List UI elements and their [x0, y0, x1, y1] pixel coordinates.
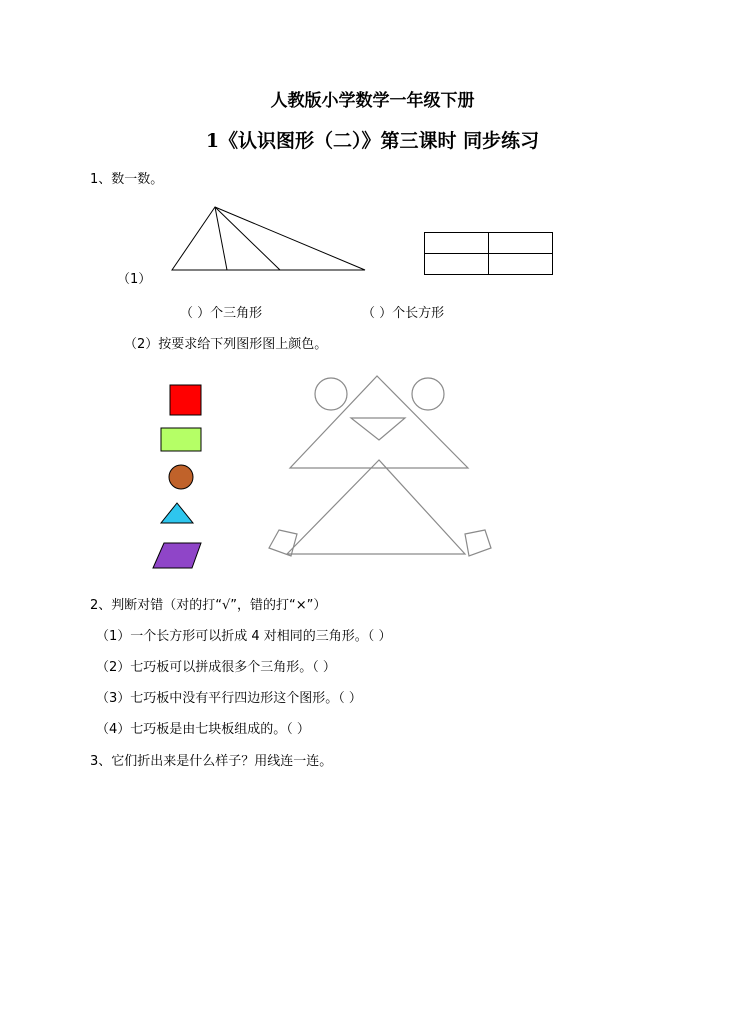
red-square — [170, 385, 201, 415]
q3-heading: 3、它们折出来是什么样子？用线连一连。 — [90, 754, 333, 769]
blue-triangle — [161, 503, 193, 523]
brown-circle — [169, 465, 193, 489]
bear-nose-triangle — [351, 418, 405, 440]
document-title: 人教版小学数学一年级下册 — [270, 91, 475, 111]
triangle-count-figure — [170, 205, 370, 275]
q1-part2-label: （2）按要求给下列图形图上颜色。 — [124, 337, 328, 352]
bear-right-ear — [412, 378, 444, 410]
bear-figure — [265, 372, 495, 562]
q1-part1-label: （1） — [117, 272, 152, 287]
bear-left-ear — [315, 378, 347, 410]
bear-left-paw — [269, 530, 297, 556]
bear-right-paw — [465, 530, 491, 556]
q2-item-4: （4）七巧板是由七块板组成的。（ ） — [96, 722, 310, 737]
purple-parallelogram — [153, 543, 201, 568]
q1-heading: 1、数一数。 — [90, 172, 164, 187]
green-rectangle — [161, 428, 201, 451]
rectangle-answer: （ ）个长方形 — [362, 306, 445, 321]
rectangle-count-figure — [424, 232, 554, 276]
lesson-subtitle: 1《认识图形（二）》第三课时 同步练习 — [205, 130, 540, 152]
bear-body-triangle — [287, 460, 465, 554]
q2-heading: 2、判断对错（对的打“√”，错的打“×”） — [90, 598, 327, 613]
q2-item-3: （3）七巧板中没有平行四边形这个图形。（ ） — [96, 691, 362, 706]
color-key-shapes — [150, 380, 210, 575]
q2-item-1: （1）一个长方形可以折成 4 对相同的三角形。（ ） — [96, 629, 392, 644]
q2-item-2: （2）七巧板可以拼成很多个三角形。（ ） — [96, 660, 336, 675]
triangle-answer: （ ）个三角形 — [180, 306, 263, 321]
bear-head-triangle — [290, 376, 468, 468]
